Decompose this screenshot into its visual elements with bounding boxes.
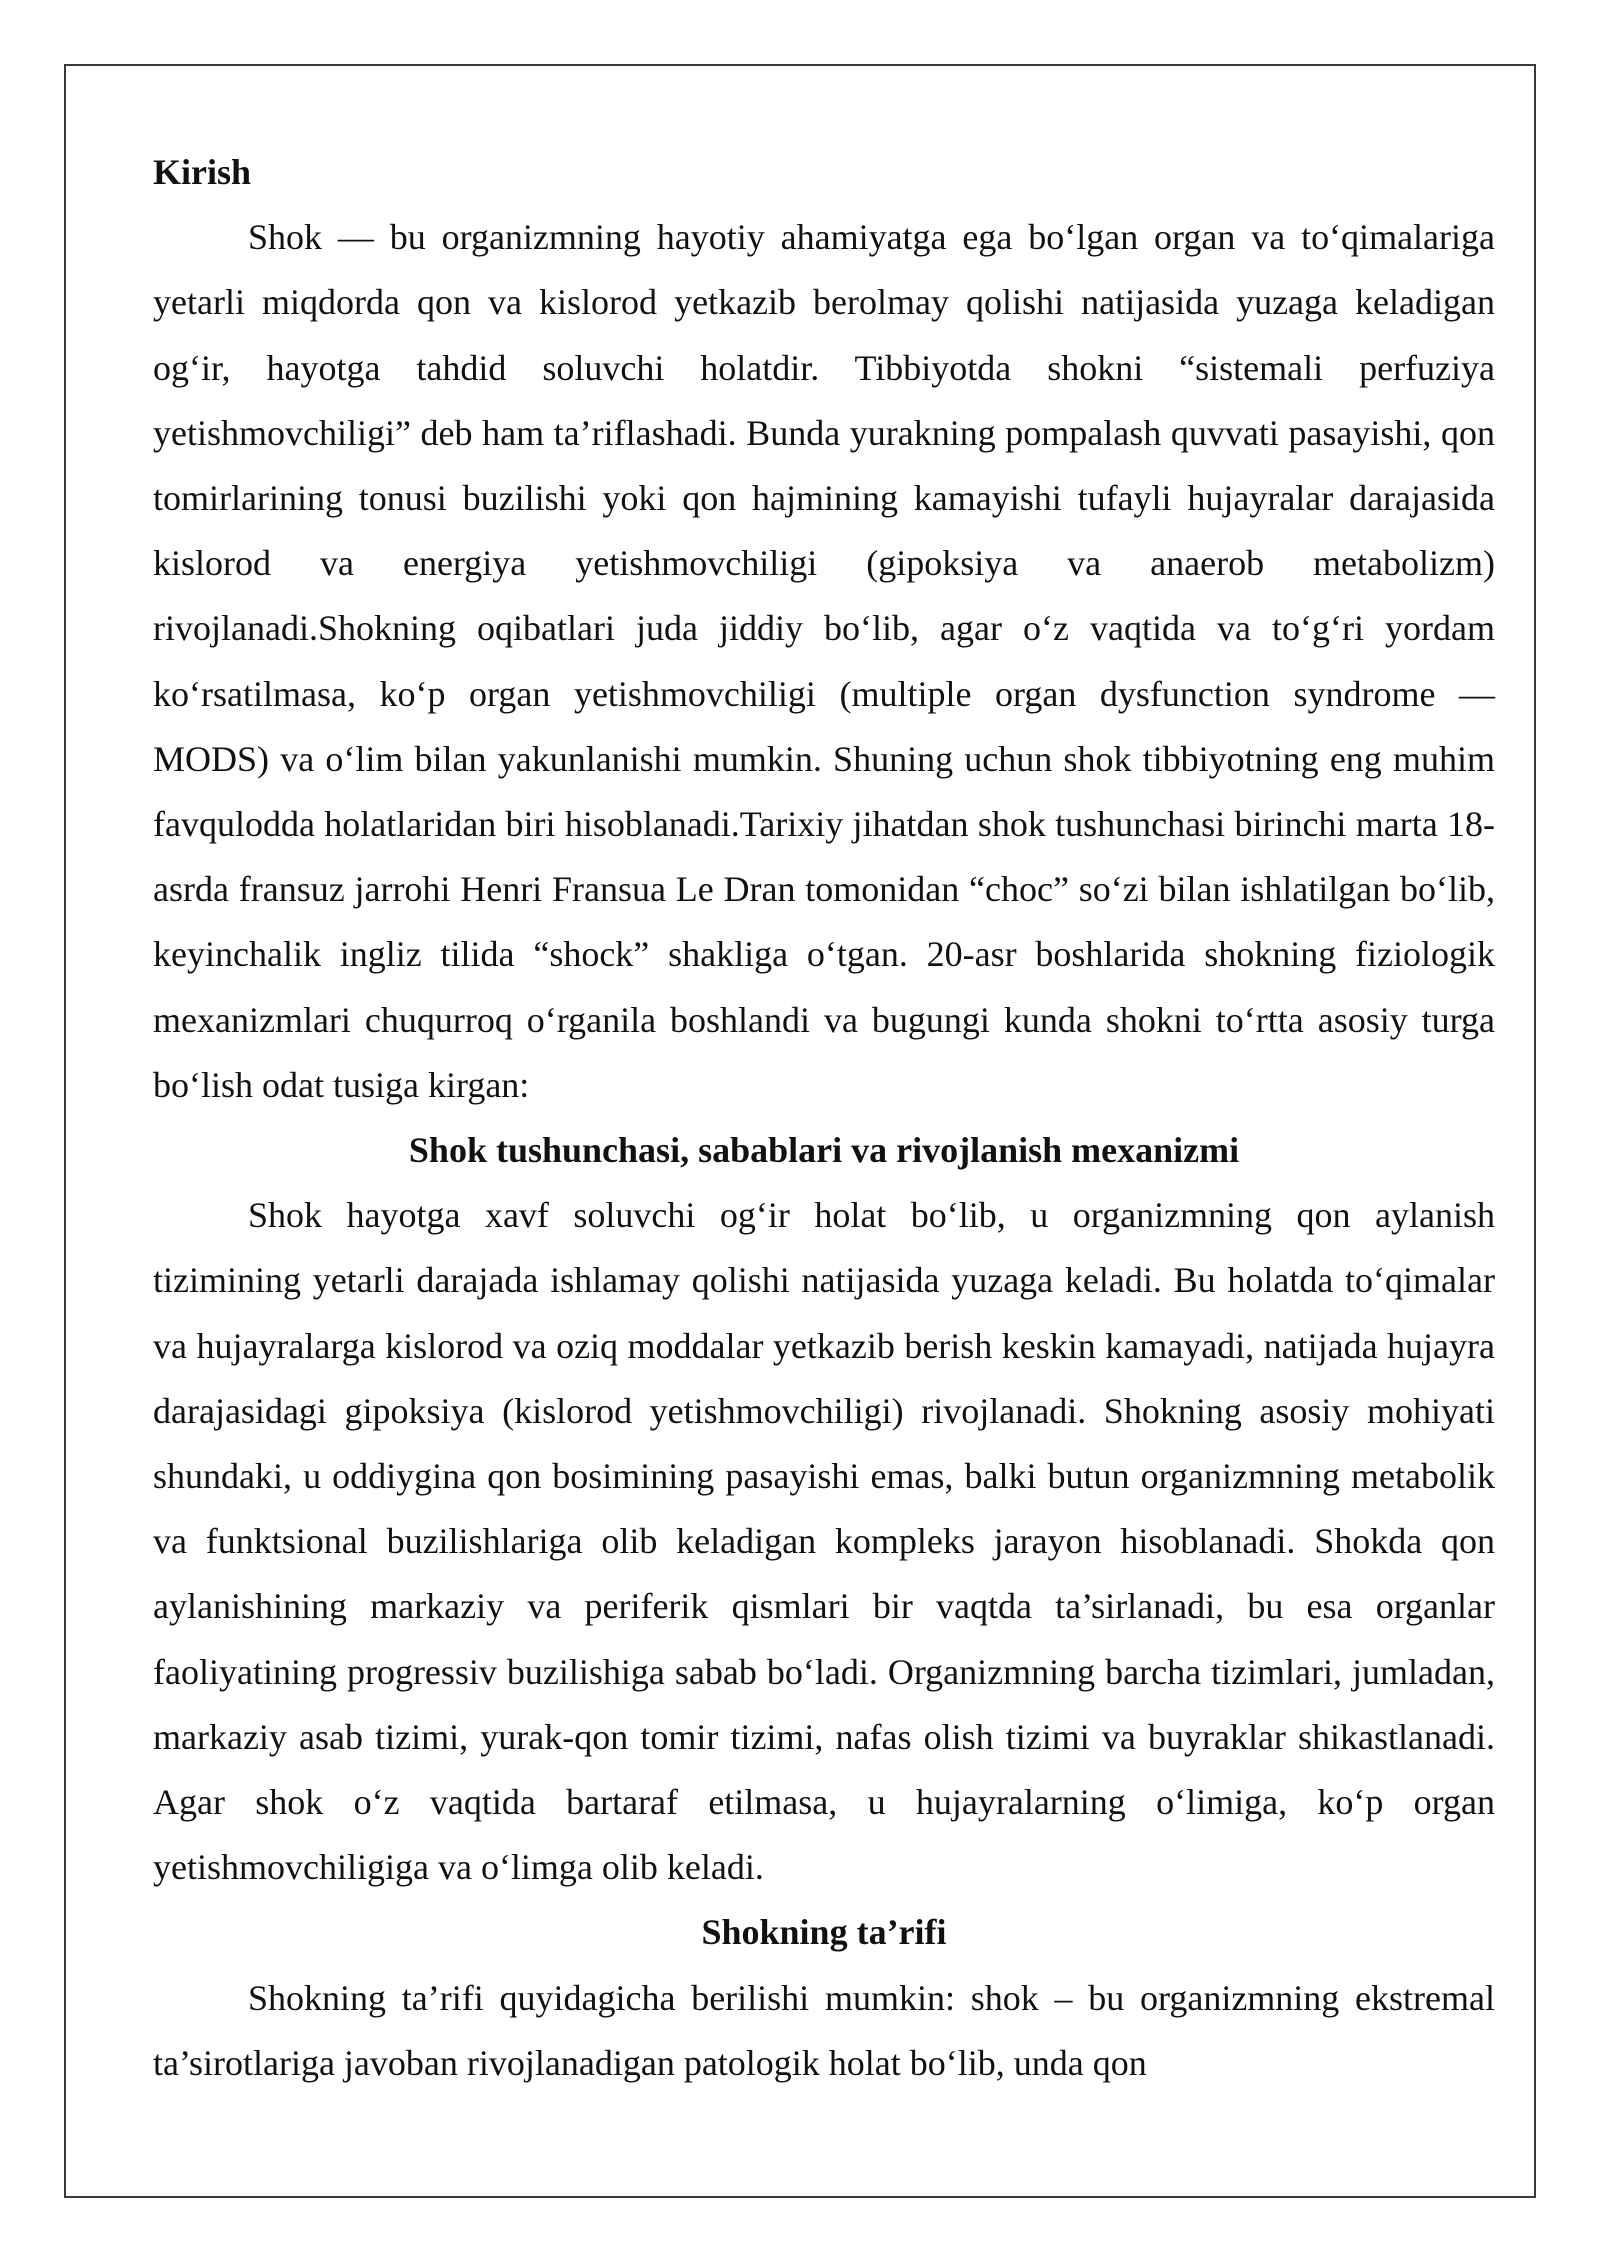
document-body xyxy=(153,140,1495,2096)
paragraph-shokning-tarifi: Shokning ta’rifi quyidagicha berilishi mumkin: shok – bu organizmning ekstremal ta’sirotlariga javoban rivojlanadigan patologik holat bo‘lib, unda qon xyxy=(153,1977,1495,2083)
paragraph-kirish: Shok — bu organizmning hayotiy ahamiyatga ega bo‘lgan organ va to‘qimalariga yetarli miqdorda qon va kislorod yetkazib berolmay qolishi natijasida yuzaga keladigan og‘ir, hayotga tahdid soluvchi holatdir. Tibbiyotda shokni “sistemali perfuziya yetishmovchiligi” deb ham ta’riflashadi. Bunda yurakning pompalash quvvati pasayishi, qon tomirlarining tonusi buzilishi yoki qon hajmining kamayishi tufayli hujayralar darajasida kislorod va energiya yetishmovchiligi (gipoksiya va anaerob metabolizm) rivojlanadi.Shokning oqibatlari juda jiddiy bo‘lib, agar o‘z vaqtida va to‘g‘ri yordam ko‘rsatilmasa, ko‘p organ yetishmovchiligi (multiple organ dysfunction syndrome — MODS) va o‘lim bilan yakunlanishi mumkin. Shuning uchun shok tibbiyotning eng muhim favqulodda holatlaridan biri hisoblanadi.Tarixiy jihatdan shok tushunchasi birinchi marta 18-asrda fransuz jarrohi Henri Fransua Le Dran tomonidan “choc” so‘zi bilan ishlatilgan bo‘lib, keyinchalik ingliz tilida “shock” shakliga o‘tgan. 20-asr boshlarida shokning fiziologik mexanizmlari chuqurroq o‘rganila boshlandi va bugungi kunda shokni to‘rtta asosiy turga bo‘lish odat tusiga kirgan: xyxy=(153,217,1495,1105)
section-heading-kirish: Kirish xyxy=(153,152,252,192)
section-heading-shokning-tarifi: Shokning ta’rifi xyxy=(701,1912,947,1953)
section-heading-shok-tushunchasi: Shok tushunchasi, sabablari va rivojlanish mexanizmi xyxy=(408,1130,1240,1171)
paragraph-shok-tushunchasi: Shok hayotga xavf soluvchi og‘ir holat bo‘lib, u organizmning qon aylanish tizimining yetarli darajada ishlamay qolishi natijasida yuzaga keladi. Bu holatda to‘qimalar va hujayralarga kislorod va oziq moddalar yetkazib berish keskin kamayadi, natijada hujayra darajasidagi gipoksiya (kislorod yetishmovchiligi) rivojlanadi. Shokning asosiy mohiyati shundaki, u oddiygina qon bosimining pasayishi emas, balki butun organizmning metabolik va funktsional buzilishlariga olib keladigan kompleks jarayon hisoblanadi. Shokda qon aylanishining markaziy va periferik qismlari bir vaqtda ta’sirlanadi, bu esa organlar faoliyatining progressiv buzilishiga sabab bo‘ladi. Organizmning barcha tizimlari, jumladan, markaziy asab tizimi, yurak-qon tomir tizimi, nafas olish tizimi va buyraklar shikastlanadi. Agar shok o‘z vaqtida bartaraf etilmasa, u hujayralarning o‘limiga, ko‘p organ yetishmovchiligiga va o‘limga olib keladi. xyxy=(153,1195,1495,1888)
